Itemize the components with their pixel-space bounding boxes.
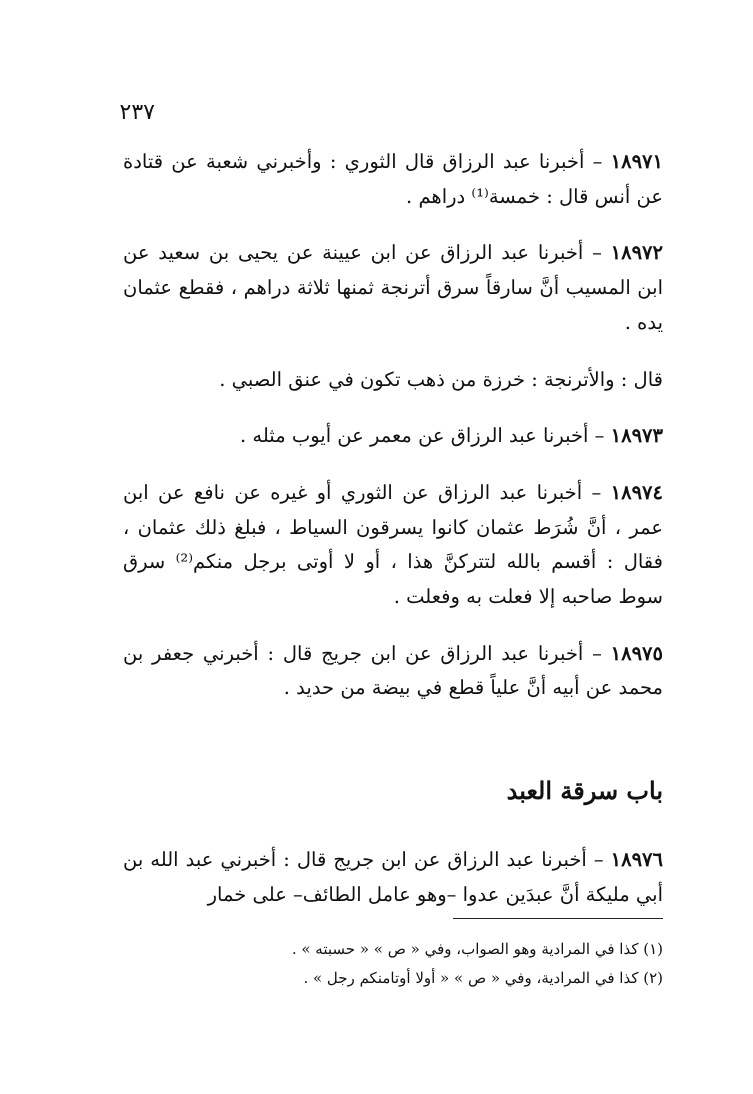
hadith-text: – أخبرنا عبد الرزاق عن ابن جريج قال : أخبرني عبد الله بن أبي مليكة أنَّ عبدَين عدوا –وهو عامل الطائف– على خمار bbox=[123, 847, 663, 906]
hadith-number: ١٨٩٧٢ bbox=[610, 241, 663, 265]
hadith-number: ١٨٩٧٥ bbox=[610, 641, 663, 665]
hadith-text: – أخبرنا عبد الرزاق قال الثوري : وأخبرني شعبة عن قتادة عن أنس قال : خمسة⁽¹⁾ دراهم . bbox=[123, 150, 663, 208]
footnote-2: (٢) كذا في المرادية، وفي « ص » « أولا أوتامنكم رجل » . bbox=[303, 968, 663, 987]
hadith-paragraph bbox=[123, 637, 663, 706]
page-number: ٢٣٧ bbox=[119, 100, 155, 125]
hadith-paragraph bbox=[123, 419, 663, 454]
commentary-text: قال : والأترنجة : خرزة من ذهب تكون في عنق الصبي . bbox=[219, 367, 663, 391]
hadith-text: – أخبرنا عبد الرزاق عن ابن جريج قال : أخبرني جعفر بن محمد عن أبيه أنَّ علياً قطع في بيضة من حديد . bbox=[123, 641, 663, 700]
hadith-paragraph bbox=[123, 236, 663, 340]
hadith-number: ١٨٩٧٣ bbox=[610, 424, 663, 448]
hadith-number: ١٨٩٧٤ bbox=[610, 480, 663, 504]
hadith-paragraph bbox=[123, 476, 663, 615]
hadith-text: – أخبرنا عبد الرزاق عن معمر عن أيوب مثله . bbox=[240, 424, 611, 448]
hadith-text: – أخبرنا عبد الرزاق عن ابن عيينة عن يحيى بن سعيد عن ابن المسيب أنَّ سارقاً سرق أترنجة ثمنها ثلاثة دراهم ، فقطع عثمان يده . bbox=[123, 241, 663, 334]
hadith-paragraph bbox=[123, 145, 663, 214]
hadith-number: ١٨٩٧٦ bbox=[610, 847, 663, 871]
hadith-paragraph bbox=[123, 843, 663, 912]
hadith-text: – أخبرنا عبد الرزاق عن الثوري أو غيره عن نافع عن ابن عمر ، أنَّ شُرَط عثمان كانوا يسرقون السياط ، فبلغ ذلك عثمان ، فقال : أقسم بالله لتتركنَّ هذا ، أو لا أوتى برجل منكم⁽²⁾ سرق سوط صاحبه إلا فعلت به وفعلت . bbox=[123, 480, 663, 609]
main-text bbox=[123, 145, 663, 934]
hadith-number: ١٨٩٧١ bbox=[610, 150, 663, 173]
footnote-divider bbox=[453, 918, 663, 919]
footnotes bbox=[123, 935, 663, 992]
commentary-paragraph bbox=[123, 363, 663, 398]
chapter-heading: باب سرقة العبد bbox=[506, 776, 663, 806]
footnote-1: (١) كذا في المرادية وهو الصواب، وفي « ص » « حسبته » . bbox=[291, 940, 663, 958]
